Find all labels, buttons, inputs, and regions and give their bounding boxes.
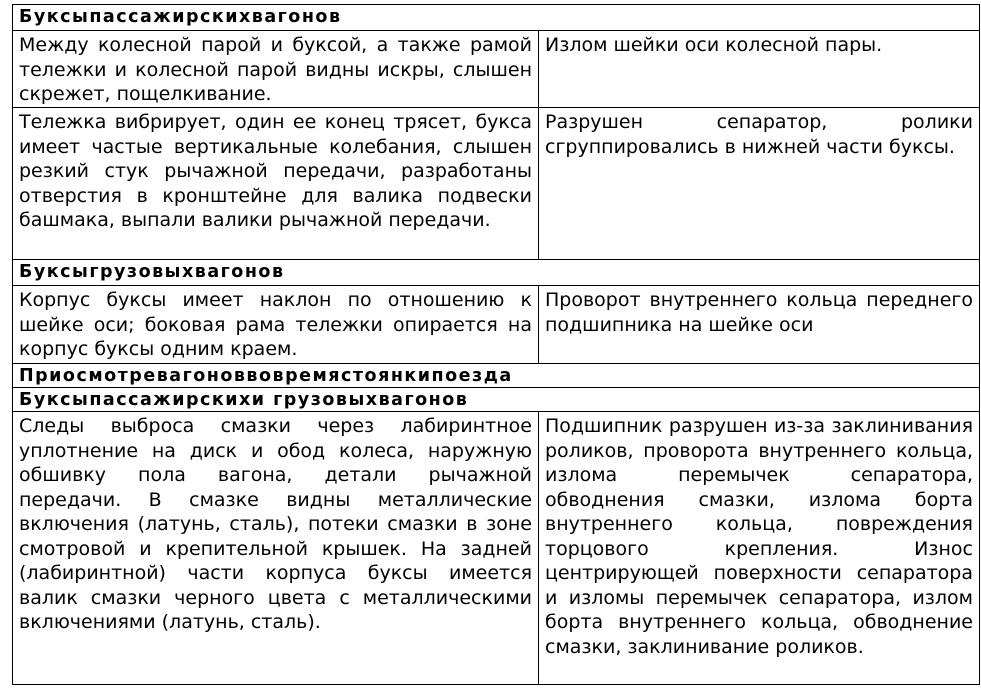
fault-cell: Разрушен сепаратор, ролики сгруппировались в нижней части буксы. [539, 108, 980, 260]
table-row [13, 108, 980, 260]
fault-cell: Излом шейки оси колесной пары. [539, 31, 980, 108]
sign-cell: Следы выброса смазки через лабиринтное уплотнение на диск и обод колеса, наружную обшивку пола вагона, детали рычажной передачи. В смазке видны металлические включения (латунь, сталь), потеки смазки в зоне смотровой и крепительной крышек. На задней (лабиринтной) части корпуса буксы имеется валик смазки черного цвета с металлическими включениями (латунь, сталь). [13, 412, 539, 685]
fault-cell: Проворот внутреннего кольца переднего подшипника на шейке оси [539, 286, 980, 364]
section-header-row [13, 388, 980, 412]
section-heading: Приосмотревагоноввовремястоянкипоезда [13, 364, 980, 388]
table-row [13, 31, 980, 108]
sign-cell: Между колесной парой и буксой, а также рамой тележки и колесной парой видны искры, слышен скрежет, пощелкивание. [13, 31, 539, 108]
section-heading: Буксыпассажирскихвагонов [13, 5, 980, 31]
sign-cell: Корпус буксы имеет наклон по отношению к шейке оси; боковая рама тележки опирается на корпус буксы одним краем. [13, 286, 539, 364]
sign-cell: Тележка вибрирует, один ее конец трясет, букса имеет частые вертикальные колебания, слышен резкий стук рычажной передачи, разработаны отверстия в кронштейне для валика подвески башмака, выпали валики рычажной передачи. [13, 108, 539, 260]
fault-cell: Подшипник разрушен из-за заклинивания роликов, проворота внутреннего кольца, излома перемычек сепаратора, обводнения смазки, излома борта внутреннего кольца, повреждения торцового крепления. Износ центрирующей поверхности сепаратора и изломы перемычек сепаратора, излом борта внутреннего кольца, обводнение смазки, заклинивание роликов. [539, 412, 980, 685]
section-heading: Буксыпассажирскихи грузовыхвагонов [13, 388, 980, 412]
table-row [13, 286, 980, 364]
section-header-row [13, 260, 980, 286]
inspection-table [12, 4, 980, 685]
section-header-row [13, 5, 980, 31]
section-heading: Буксыгрузовыхвагонов [13, 260, 980, 286]
section-header-row [13, 364, 980, 388]
table-row [13, 412, 980, 685]
